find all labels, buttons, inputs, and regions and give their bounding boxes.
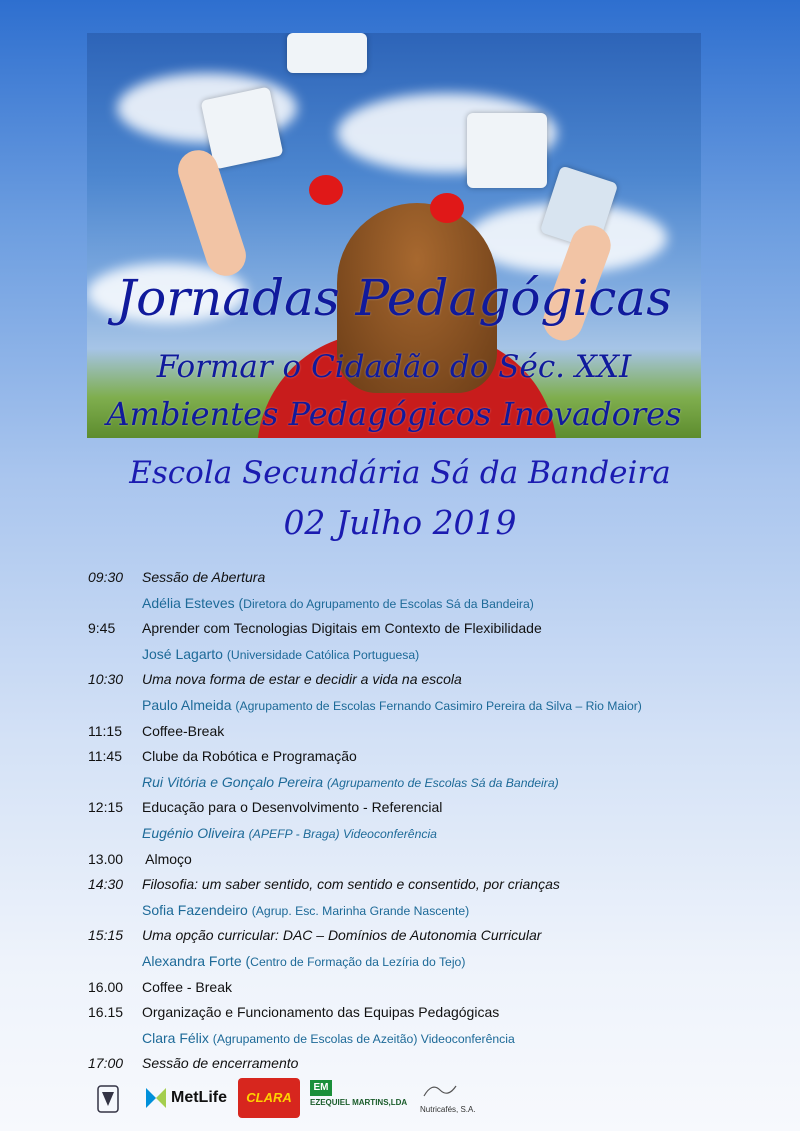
item-title: Sessão de Abertura <box>142 569 266 585</box>
hero-image <box>87 33 701 438</box>
metlife-icon <box>144 1086 168 1110</box>
item-time: 11:45 <box>88 748 122 765</box>
speaker-name: Sofia Fazendeiro <box>142 901 252 918</box>
item-time: 12:15 <box>88 799 124 816</box>
item-title: Uma nova forma de estar e decidir a vida na escola <box>142 671 462 688</box>
item-time: 16.15 <box>88 1004 124 1021</box>
program-speaker <box>88 949 788 975</box>
program-speaker <box>88 1026 788 1052</box>
event-date: 02 Julho 2019 <box>283 503 517 542</box>
program-item <box>88 975 788 1001</box>
program-item <box>88 1000 788 1026</box>
ezequiel-logo <box>310 1080 410 1116</box>
program-item <box>88 616 788 642</box>
item-time: 14:30 <box>88 876 124 893</box>
item-title: Coffee-Break <box>142 722 225 739</box>
speaker-affiliation: (Universidade Católica Portuguesa) <box>226 647 420 662</box>
item-time: 16.00 <box>88 978 124 995</box>
program-item <box>88 1051 788 1077</box>
item-time: 17:00 <box>88 1055 124 1072</box>
nutricafes-icon <box>420 1080 460 1100</box>
program-speaker <box>88 770 788 796</box>
speaker-affiliation: (APEFP - Braga) Videoconferência <box>248 826 437 841</box>
speaker-affiliation: Centro de Formação da Lezíria do Tejo) <box>250 954 466 969</box>
program-speaker <box>88 591 788 617</box>
program-speaker <box>88 693 788 719</box>
item-time: 10:30 <box>88 671 124 688</box>
item-time: 9:45 <box>88 620 116 637</box>
speaker-name: Alexandra Forte ( <box>142 952 251 969</box>
item-title: Uma opção curricular: DAC – Domínios de Autonomia Curricular <box>142 927 542 944</box>
item-title: Educação para o Desenvolvimento - Referencial <box>142 799 443 816</box>
item-title: Aprender com Tecnologias Digitais em Contexto de Flexibilidade <box>142 620 542 637</box>
program-item <box>88 923 788 949</box>
item-title: Almoço <box>142 850 192 867</box>
metlife-logo <box>144 1080 236 1116</box>
program-item <box>88 719 788 745</box>
speaker-name: Eugénio Oliveira <box>142 824 249 841</box>
school-name: Escola Secundária Sá da Bandeira <box>129 455 671 491</box>
sponsor-logos <box>88 1080 488 1120</box>
speaker-affiliation: (Agrupamento de Escolas Sá da Bandeira) <box>326 775 559 790</box>
speaker-affiliation: (Agrup. Esc. Marinha Grande Nascente) <box>251 903 470 918</box>
hair-bow <box>430 193 464 223</box>
item-title: Clube da Robótica e Programação <box>142 748 357 765</box>
item-time: 11:15 <box>88 722 122 739</box>
program-item <box>88 667 788 693</box>
item-title: Filosofia: um saber sentido, com sentido e consentido, por crianças <box>142 876 560 893</box>
hair-bow <box>309 175 343 205</box>
item-time: 13.00 <box>88 850 124 867</box>
ezequiel-badge: EM <box>310 1080 332 1096</box>
speaker-name: Adélia Esteves ( <box>142 594 244 611</box>
girl-arm <box>173 145 251 281</box>
school-crest-icon <box>88 1080 128 1116</box>
clara-logo: CLARA <box>238 1078 300 1118</box>
program-speaker <box>88 821 788 847</box>
program-list <box>88 565 788 1077</box>
item-time: 15:15 <box>88 927 124 944</box>
speaker-name: Paulo Almeida <box>142 696 236 713</box>
speaker-name: Rui Vitória e Gonçalo Pereira <box>142 773 327 790</box>
item-title: Coffee - Break <box>142 978 233 995</box>
event-title: Jornadas Pedagógicas <box>116 269 672 327</box>
program-item <box>88 565 788 591</box>
speaker-affiliation: (Agrupamento de Escolas de Azeitão) Videoconferência <box>212 1031 515 1046</box>
program-item <box>88 847 788 873</box>
speaker-name: José Lagarto <box>142 645 227 662</box>
event-subtitle-2: Ambientes Pedagógicos Inovadores <box>106 395 682 433</box>
metlife-text: MetLife <box>171 1089 227 1106</box>
speaker-affiliation: Diretora do Agrupamento de Escolas Sá da Bandeira) <box>243 596 534 611</box>
program-item <box>88 795 788 821</box>
item-title: Organização e Funcionamento das Equipas Pedagógicas <box>142 1004 500 1021</box>
program-speaker <box>88 642 788 668</box>
item-title: Sessão de encerramento <box>142 1055 299 1072</box>
program-speaker <box>88 898 788 924</box>
event-subtitle-1: Formar o Cidadão do Séc. XXI <box>156 349 632 385</box>
program-item <box>88 744 788 770</box>
puzzle-gap <box>467 113 547 188</box>
item-time: 09:30 <box>88 569 124 585</box>
nutricafes-logo <box>420 1080 488 1116</box>
speaker-affiliation: (Agrupamento de Escolas Fernando Casimiro Pereira da Silva – Rio Maior) <box>235 698 642 713</box>
speaker-name: Clara Félix <box>142 1029 213 1046</box>
nutricafes-text: Nutricafés, S.A. <box>420 1105 476 1114</box>
puzzle-gap <box>287 33 367 73</box>
program-item <box>88 872 788 898</box>
ezequiel-text: EZEQUIEL MARTINS,LDA <box>310 1098 408 1107</box>
